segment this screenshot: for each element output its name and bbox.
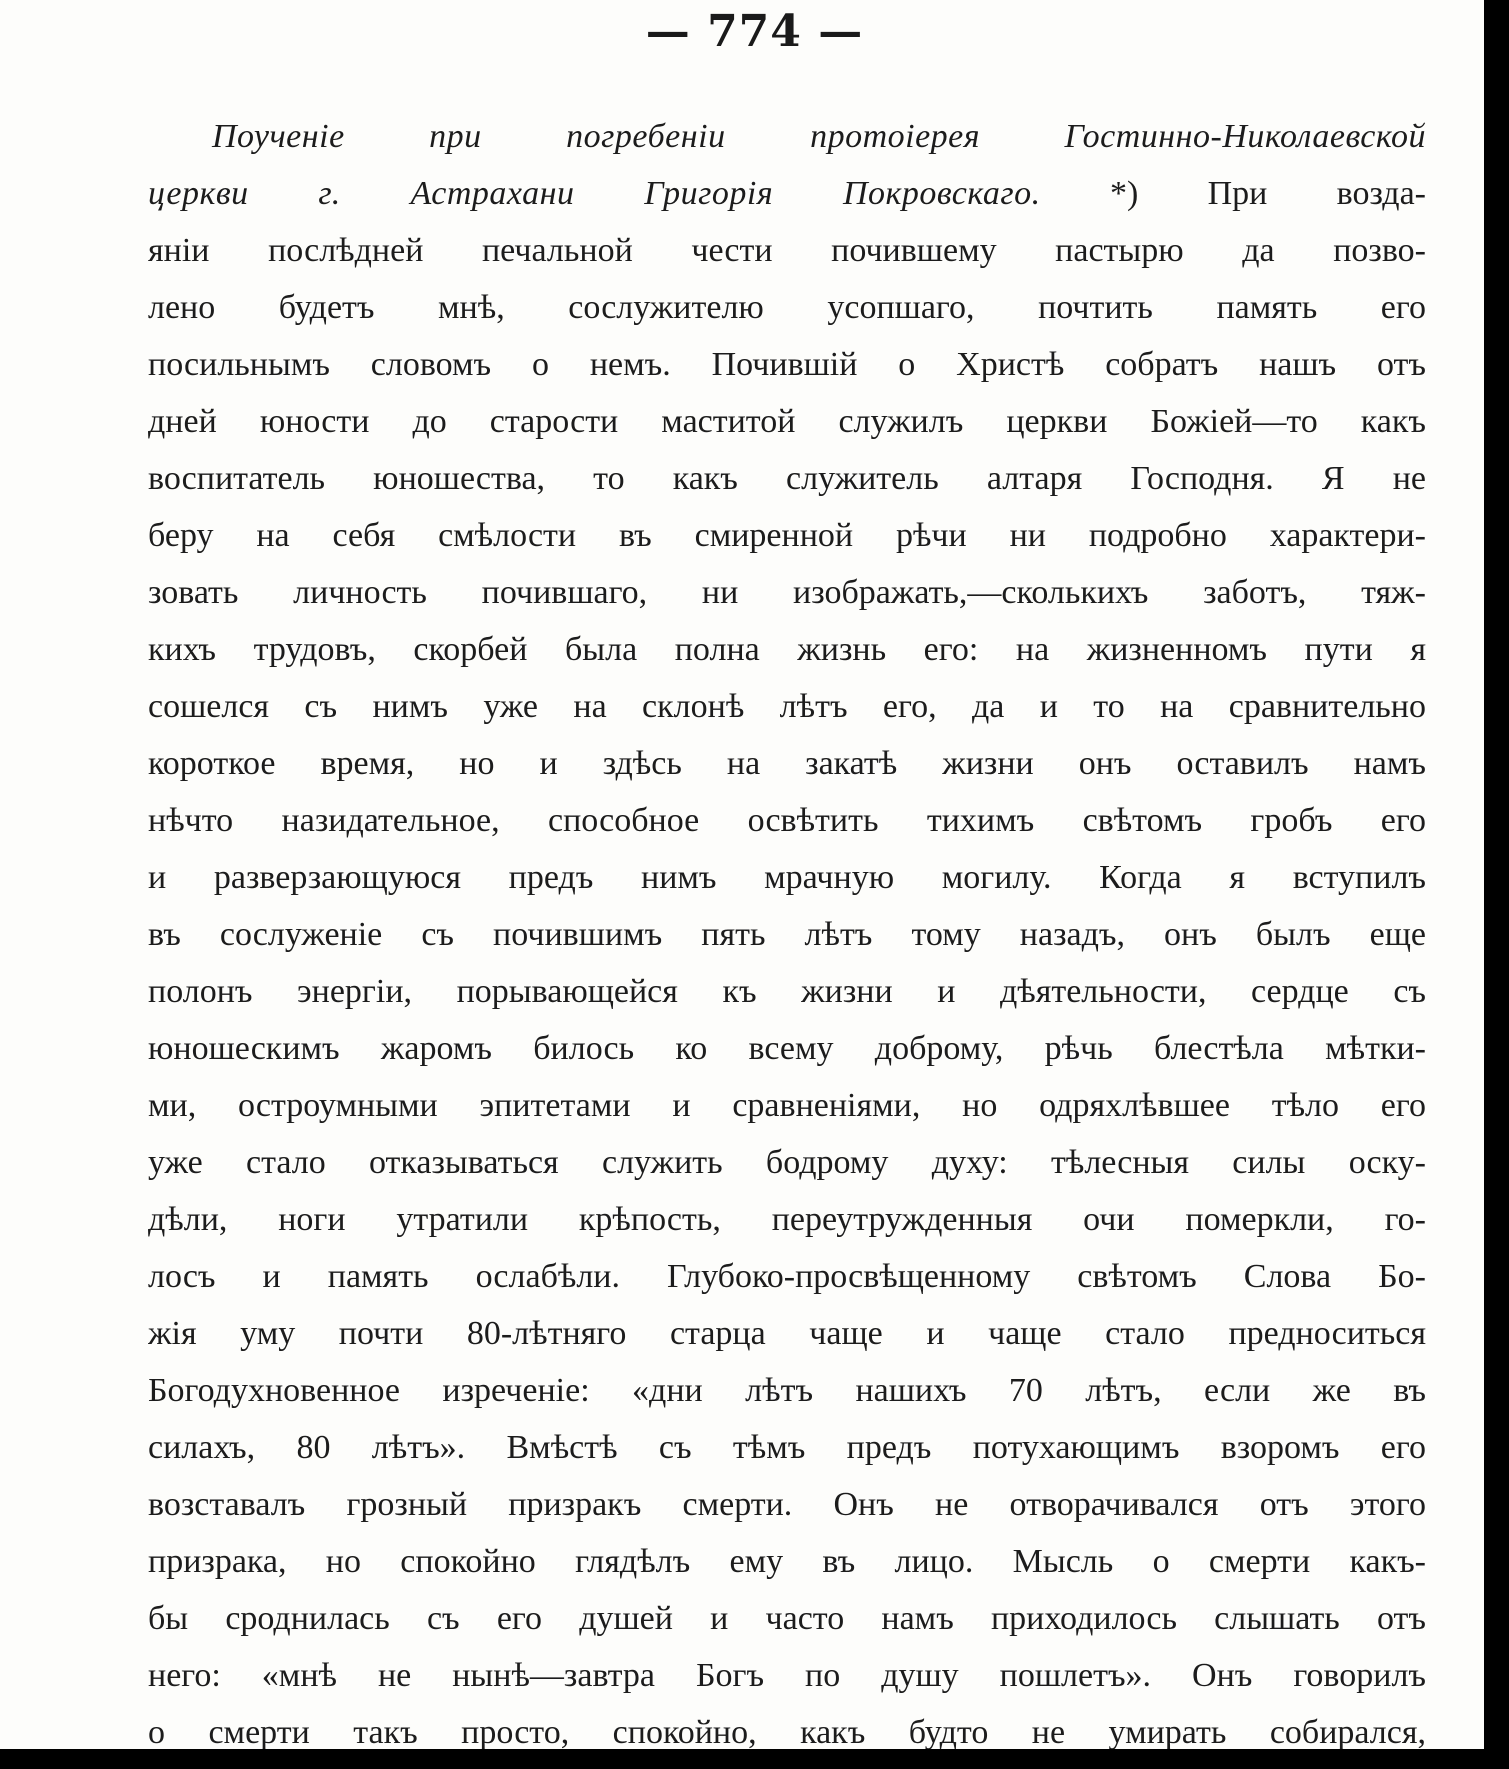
text-segment: полонъ энергіи, порывающейся къ жизни и дѣятельности, сердце съ (148, 973, 1426, 1010)
sermon-title: Поученіе при погребеніи протоіерея Гостинно-Николаевской (212, 118, 1426, 155)
page-bottom-shadow (0, 1749, 1509, 1769)
text-segment: беру на себя смѣлости въ смиренной рѣчи ни подробно характери- (148, 517, 1426, 554)
text-line (148, 564, 1426, 621)
text-segment: призрака, но спокойно глядѣлъ ему въ лицо. Мысль о смерти какъ- (148, 1543, 1426, 1580)
text-segment: дней юности до старости маститой служилъ церкви Божіей—то какъ (148, 403, 1426, 440)
text-line (148, 1704, 1426, 1749)
text-line (148, 1305, 1426, 1362)
text-line (148, 1134, 1426, 1191)
text-line (148, 906, 1426, 963)
text-segment: зовать личность почившаго, ни изображать,—сколькихъ заботъ, тяж- (148, 574, 1426, 611)
text-segment: и разверзающуюся предъ нимъ мрачную могилу. Когда я вступилъ (148, 859, 1426, 896)
text-line (148, 222, 1426, 279)
text-line (148, 1191, 1426, 1248)
text-segment: кихъ трудовъ, скорбей была полна жизнь его: на жизненномъ пути я (148, 631, 1426, 668)
text-line (148, 792, 1426, 849)
text-line (148, 849, 1426, 906)
text-line (148, 165, 1426, 222)
text-line (148, 1476, 1426, 1533)
sermon-title: церкви г. Астрахани Григорія Покровскаго. (148, 175, 1041, 212)
text-line (148, 1077, 1426, 1134)
text-segment: о смерти такъ просто, спокойно, какъ будто не умирать собирался, (148, 1714, 1426, 1749)
text-segment: уже стало отказываться служить бодрому духу: тѣлесныя силы оску- (148, 1144, 1426, 1181)
text-segment: лено будетъ мнѣ, сослужителю усопшаго, почтить память его (148, 289, 1426, 326)
text-line (148, 963, 1426, 1020)
text-line (148, 1248, 1426, 1305)
text-segment: него: «мнѣ не нынѣ—завтра Богъ по душу пошлетъ». Онъ говорилъ (148, 1657, 1426, 1694)
text-segment: юношескимъ жаромъ билось ко всему доброму, рѣчь блестѣла мѣтки- (148, 1030, 1426, 1067)
text-segment: въ сослуженіе съ почившимъ пять лѣтъ тому назадъ, онъ былъ еще (148, 916, 1426, 953)
text-segment: Богодухновенное изреченіе: «дни лѣтъ нашихъ 70 лѣтъ, если же въ (148, 1372, 1426, 1409)
text-segment: яніи послѣдней печальной чести почившему пастырю да позво- (148, 232, 1426, 269)
body-text (148, 108, 1426, 1749)
text-segment: лосъ и память ослабѣли. Глубоко-просвѣщенному свѣтомъ Слова Бо- (148, 1258, 1426, 1295)
text-segment: ми, остроумными эпитетами и сравненіями, но одряхлѣвшее тѣло его (148, 1087, 1426, 1124)
text-line (148, 1362, 1426, 1419)
text-segment: жія уму почти 80-лѣтняго старца чаще и чаще стало предноситься (148, 1315, 1426, 1352)
text-segment: бы сроднилась съ его душей и часто намъ приходилось слышать отъ (148, 1600, 1426, 1637)
text-line (148, 1590, 1426, 1647)
text-segment: дѣли, ноги утратили крѣпость, переутружденныя очи померкли, го- (148, 1201, 1426, 1238)
text-segment: посильнымъ словомъ о немъ. Почившій о Христѣ собратъ нашъ отъ (148, 346, 1426, 383)
text-line (148, 336, 1426, 393)
text-line (148, 507, 1426, 564)
text-line (148, 108, 1426, 165)
text-segment: воспитатель юношества, то какъ служитель алтаря Господня. Я не (148, 460, 1426, 497)
text-segment: силахъ, 80 лѣтъ». Вмѣстѣ съ тѣмъ предъ потухающимъ взоромъ его (148, 1429, 1426, 1466)
text-segment: нѣчто назидательное, способное освѣтить тихимъ свѣтомъ гробъ его (148, 802, 1426, 839)
text-line (148, 393, 1426, 450)
page-number: — 774 — (645, 6, 864, 57)
text-line (148, 279, 1426, 336)
text-line (148, 450, 1426, 507)
text-segment: короткое время, но и здѣсь на закатѣ жизни онъ оставилъ намъ (148, 745, 1426, 782)
text-line (148, 621, 1426, 678)
text-segment: возставалъ грозный призракъ смерти. Онъ не отворачивался отъ этого (148, 1486, 1426, 1523)
text-segment: сошелся съ нимъ уже на склонѣ лѣтъ его, да и то на сравнительно (148, 688, 1426, 725)
text-line (148, 735, 1426, 792)
text-line (148, 678, 1426, 735)
text-line (148, 1647, 1426, 1704)
page-edge-shadow (1484, 0, 1509, 1769)
text-line (148, 1419, 1426, 1476)
text-segment: *) При возда- (1040, 175, 1426, 212)
text-line (148, 1533, 1426, 1590)
text-line (148, 1020, 1426, 1077)
